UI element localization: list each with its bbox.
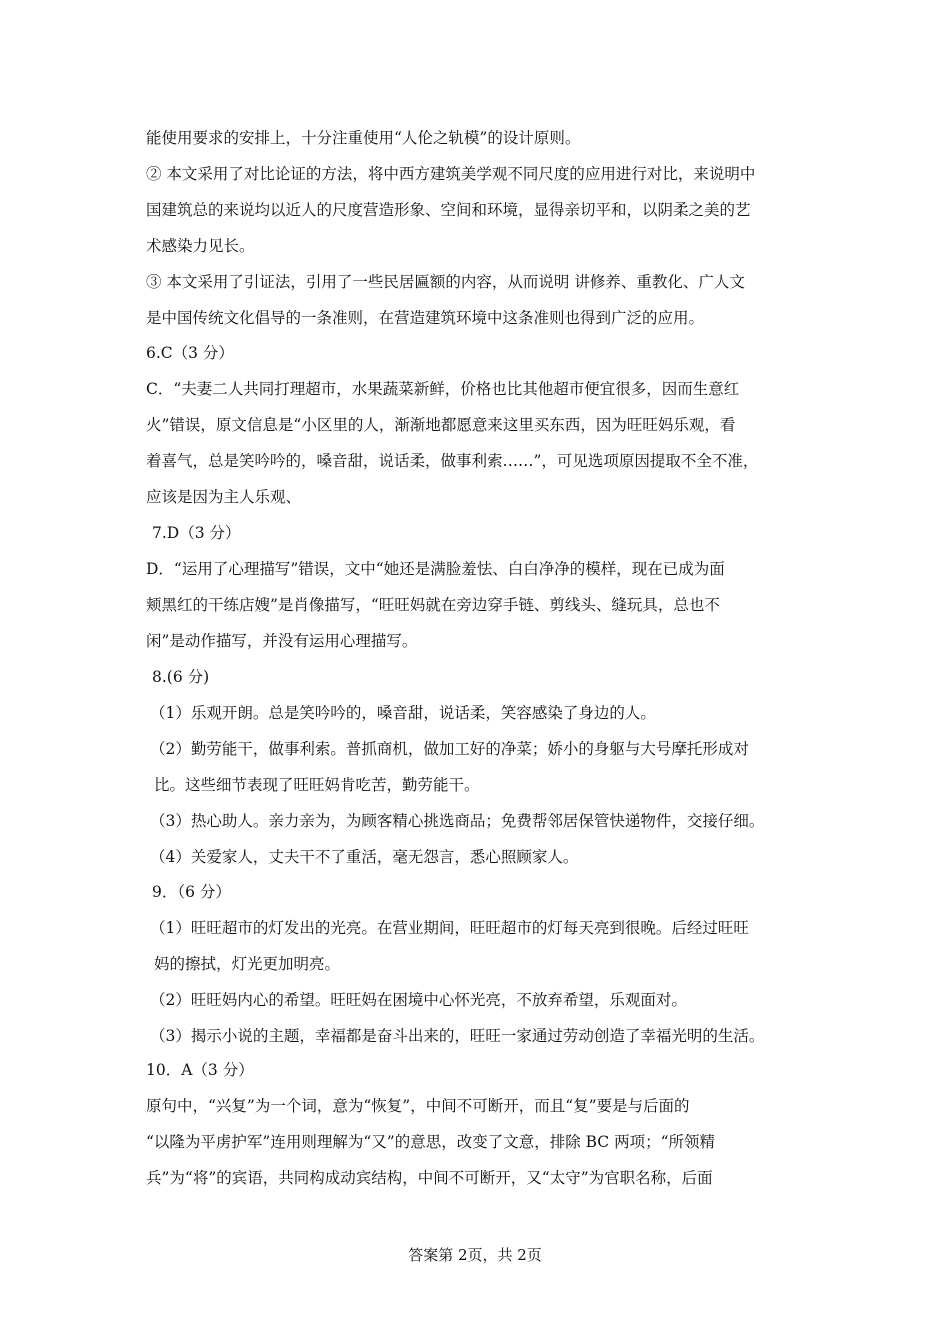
text-line: ③ 本文采用了引证法，引用了一些民居匾额的内容，从而说明 讲修养、重教化、广人文 — [146, 273, 745, 291]
text-line: 妈的擦拭，灯光更加明亮。 — [154, 955, 341, 973]
text-line: 比。这些细节表现了旺旺妈肯吃苦，勤劳能干。 — [154, 776, 480, 794]
text-line: （1）乐观开朗。总是笑吟吟的，嗓音甜，说话柔，笑容感染了身边的人。 — [150, 704, 656, 722]
answer-heading: 10．A（3 分） — [146, 1061, 254, 1079]
text-line: 国建筑总的来说均以近人的尺度营造形象、空间和环境，显得亲切平和，以阴柔之美的艺 — [146, 201, 751, 219]
text-line: 原句中，“兴复”为一个词，意为“恢复”，中间不可断开，而且“复”要是与后面的 — [146, 1097, 690, 1115]
text-line: D．“运用了心理描写”错误，文中“她还是满脸羞怯、白白净净的模样，现在已成为面 — [146, 560, 725, 578]
text-line: 是中国传统文化倡导的一条准则，在营造建筑环境中这条准则也得到广泛的应用。 — [146, 309, 705, 327]
text-line: （2）勤劳能干，做事利索。普抓商机，做加工好的净菜；娇小的身躯与大号摩托形成对 — [150, 740, 749, 758]
text-line: （2）旺旺妈内心的希望。旺旺妈在困境中心怀光亮，不放弃希望，乐观面对。 — [150, 991, 687, 1009]
text-line: 着喜气，总是笑吟吟的，嗓音甜，说话柔，做事利索……”，可见选项原因提取不全不准， — [146, 452, 759, 470]
text-line: （3）揭示小说的主题，幸福都是奋斗出来的，旺旺一家通过劳动创造了幸福光明的生活。 — [150, 1027, 765, 1045]
text-line: 兵”为“将”的宾语，共同构成动宾结构，中间不可断开，又“太守”为官职名称，后面 — [146, 1169, 713, 1187]
text-line: （4）关爱家人，丈夫干不了重活，毫无怨言，悉心照顾家人。 — [150, 848, 579, 866]
text-line: 闲”是动作描写，并没有运用心理描写。 — [146, 632, 418, 650]
answer-heading: 7.D（3 分） — [152, 524, 241, 542]
page-footer: 答案第 2页，共 2页 — [408, 1246, 542, 1264]
text-line: 术感染力见长。 — [146, 237, 255, 255]
text-line: 能使用要求的安排上，十分注重使用“人伦之轨模”的设计原则。 — [146, 129, 581, 147]
answer-heading: 9．（6 分） — [152, 883, 231, 901]
answer-heading: 8.(6 分) — [152, 668, 210, 686]
text-line: 应该是因为主人乐观、 — [146, 488, 302, 506]
text-line: （3）热心助人。亲力亲为，为顾客精心挑选商品；免费帮邻居保管快递物件，交接仔细。 — [150, 812, 765, 830]
text-line: ② 本文采用了对比论证的方法，将中西方建筑美学观不同尺度的应用进行对比，来说明中 — [146, 165, 756, 183]
answer-heading: 6.C（3 分） — [146, 344, 234, 362]
text-line: “以隆为平虏护军”连用则理解为“又”的意思，改变了文意，排除 BC 两项；“所领精 — [146, 1133, 716, 1151]
text-line: C．“夫妻二人共同打理超市，水果蔬菜新鲜，价格也比其他超市便宜很多，因而生意红 — [146, 380, 740, 398]
text-line: 颊黑红的干练店嫂”是肖像描写，“旺旺妈就在旁边穿手链、剪线头、缝玩具，总也不 — [146, 596, 720, 614]
text-line: 火”错误，原文信息是“小区里的人，渐渐地都愿意来这里买东西，因为旺旺妈乐观，看 — [146, 416, 736, 434]
text-line: （1）旺旺超市的灯发出的光亮。在营业期间，旺旺超市的灯每天亮到很晚。后经过旺旺 — [150, 919, 749, 937]
